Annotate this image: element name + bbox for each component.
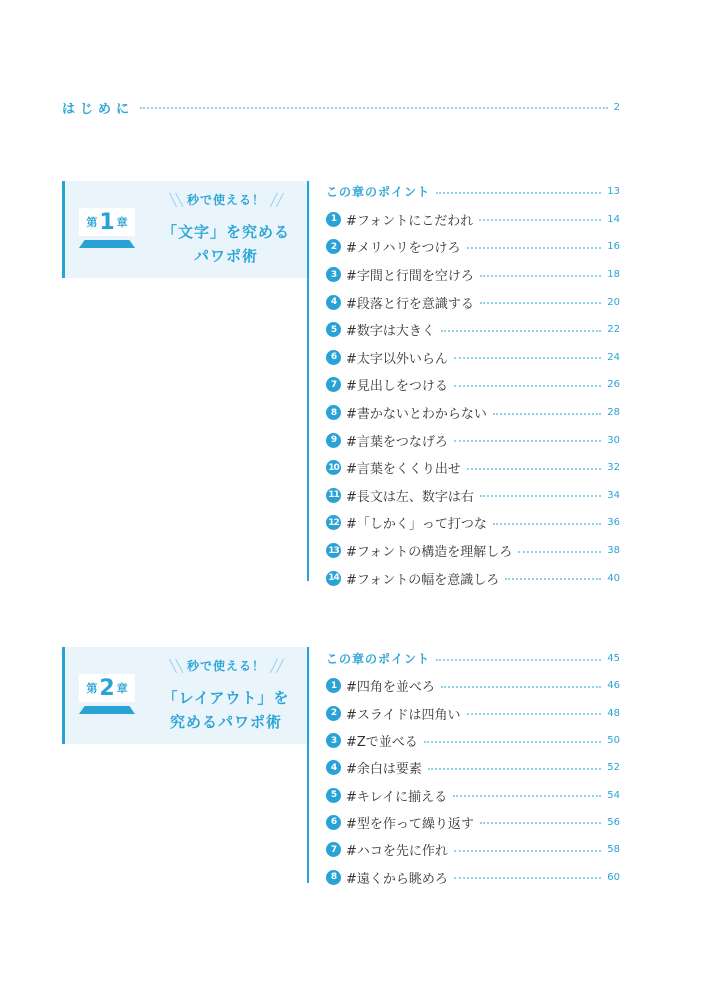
entry-title: #書かないとわからない	[346, 407, 487, 423]
chapter-2-toc	[326, 645, 620, 891]
toc-entry[interactable]	[326, 206, 620, 234]
dot-leader	[480, 302, 601, 304]
entry-title: #Zで並べる	[346, 735, 418, 751]
entry-number-badge: 1	[326, 678, 341, 693]
entry-title: #言葉をくくり出せ	[346, 462, 461, 478]
dot-leader	[441, 330, 601, 332]
page-number: 46	[607, 680, 620, 692]
chapter-2-box	[62, 647, 310, 744]
entry-title: #太字以外いらん	[346, 351, 448, 367]
entry-title: #長文は左、数字は右	[346, 489, 474, 505]
entry-number-badge: 2	[326, 239, 341, 254]
entry-number-badge: 2	[326, 706, 341, 721]
page-number: 24	[607, 351, 620, 363]
entry-number-badge: 8	[326, 870, 341, 885]
toc-entry[interactable]	[326, 564, 620, 592]
page-number: 48	[607, 707, 620, 719]
toc-entry[interactable]	[326, 344, 620, 372]
toc-entry[interactable]	[326, 288, 620, 316]
toc-entry[interactable]	[326, 700, 620, 727]
entry-number-badge: 6	[326, 350, 341, 365]
entry-title: #遠くから眺めろ	[346, 871, 448, 887]
speed-tagline	[161, 191, 291, 208]
chapter-title-line-2: パワポ術	[193, 247, 258, 265]
chapter-dai-label: 第	[86, 682, 98, 695]
speed-lines-right-icon: ╱╱	[270, 193, 283, 207]
dot-leader	[493, 523, 601, 525]
page-number: 38	[607, 545, 620, 557]
toc-entry[interactable]	[326, 754, 620, 781]
toc-entry[interactable]	[326, 672, 620, 699]
chapter-1-divider	[307, 181, 309, 581]
dot-leader	[140, 107, 608, 109]
entry-number-badge: 12	[326, 515, 341, 530]
dot-leader	[453, 795, 601, 797]
page-number: 50	[607, 735, 620, 747]
dot-leader	[467, 247, 602, 249]
entry-number-badge: 4	[326, 295, 341, 310]
toc-entry[interactable]	[326, 399, 620, 427]
toc-entry[interactable]	[326, 261, 620, 289]
entry-title: #スライドは四角い	[346, 707, 461, 723]
page-number: 36	[607, 517, 620, 529]
entry-number-badge: 1	[326, 212, 341, 227]
points-label: この章のポイント	[326, 652, 431, 667]
dot-leader	[480, 275, 601, 277]
chapter-points-entry[interactable]	[326, 178, 620, 206]
chapter-sho-label: 章	[116, 682, 128, 695]
dot-leader	[454, 357, 601, 359]
entry-title: #型を作って繰り返す	[346, 816, 474, 832]
entry-title: #四角を並べろ	[346, 680, 435, 696]
chapter-1-toc	[326, 178, 620, 592]
dot-leader	[436, 192, 601, 194]
entry-number-badge: 8	[326, 405, 341, 420]
entry-title: #見出しをつける	[346, 379, 448, 395]
dot-leader	[479, 219, 601, 221]
entry-title: #メリハリをつけろ	[346, 241, 461, 257]
speed-text: 秒で使える！	[186, 193, 265, 207]
page-number: 32	[607, 462, 620, 474]
page-number: 56	[607, 816, 620, 828]
entry-number-badge: 14	[326, 571, 341, 586]
page-number: 18	[607, 269, 620, 281]
dot-leader	[467, 713, 602, 715]
page-number: 14	[607, 213, 620, 225]
entry-number-badge: 13	[326, 543, 341, 558]
toc-entry[interactable]	[326, 809, 620, 836]
toc-entry[interactable]	[326, 233, 620, 261]
entry-number-badge: 11	[326, 488, 341, 503]
speed-lines-left-icon: ╲╲	[169, 659, 182, 673]
page-number: 30	[607, 434, 620, 446]
page-number: 58	[607, 844, 620, 856]
page-number: 20	[607, 296, 620, 308]
entry-number-badge: 3	[326, 733, 341, 748]
entry-number-badge: 7	[326, 377, 341, 392]
intro-page-number: 2	[613, 101, 620, 113]
toc-entry[interactable]	[326, 371, 620, 399]
entry-number-badge: 3	[326, 267, 341, 282]
entry-title: #キレイに揃える	[346, 789, 448, 805]
toc-entry[interactable]	[326, 426, 620, 454]
chapter-title-line-1: 「文字」を究める	[161, 223, 290, 241]
entry-title: #フォントの構造を理解しろ	[346, 545, 513, 561]
badge-base-shape	[79, 706, 135, 714]
page-number: 34	[607, 489, 620, 501]
page-number: 54	[607, 789, 620, 801]
toc-entry[interactable]	[326, 836, 620, 863]
chapter-title-line-2: 究めるパワポ術	[169, 713, 282, 731]
chapter-number: 2	[99, 675, 115, 701]
entry-title: #「しかく」って打つな	[346, 517, 487, 533]
dot-leader	[454, 850, 601, 852]
toc-entry[interactable]	[326, 781, 620, 808]
entry-title: #余白は要素	[346, 762, 422, 778]
chapter-number: 1	[99, 209, 115, 235]
page-number: 16	[607, 241, 620, 253]
entry-title: #段落と行を意識する	[346, 296, 474, 312]
entry-number-badge: 10	[326, 460, 341, 475]
dot-leader	[518, 551, 601, 553]
dot-leader	[454, 385, 601, 387]
entry-title: #言葉をつなげろ	[346, 434, 448, 450]
intro-entry[interactable]	[62, 96, 620, 118]
page-number: 45	[607, 653, 620, 665]
page-number: 52	[607, 762, 620, 774]
entry-title: #字間と行間を空けろ	[346, 269, 474, 285]
dot-leader	[436, 659, 601, 661]
page-number: 40	[607, 572, 620, 584]
toc-entry[interactable]	[326, 863, 620, 890]
page-number: 26	[607, 379, 620, 391]
entry-title: #フォントの幅を意識しろ	[346, 572, 500, 588]
dot-leader	[467, 468, 601, 470]
dot-leader	[480, 822, 601, 824]
chapter-badge	[79, 674, 135, 718]
entry-number-badge: 4	[326, 760, 341, 775]
entry-title: #数字は大きく	[346, 324, 435, 340]
dot-leader	[428, 768, 601, 770]
points-label: この章のポイント	[326, 185, 431, 200]
speed-text: 秒で使える！	[186, 659, 265, 673]
toc-entry[interactable]	[326, 454, 620, 482]
chapter-1-box	[62, 181, 310, 278]
toc-entry[interactable]	[326, 509, 620, 537]
page-number: 13	[607, 186, 620, 198]
chapter-title-line-1: 「レイアウト」を	[162, 689, 290, 707]
dot-leader	[454, 877, 601, 879]
page-number: 22	[607, 324, 620, 336]
toc-entry[interactable]	[326, 537, 620, 565]
dot-leader	[454, 440, 601, 442]
entry-number-badge: 5	[326, 322, 341, 337]
dot-leader	[493, 413, 601, 415]
entry-title: #フォントにこだわれ	[346, 213, 474, 229]
page-number: 28	[607, 407, 620, 419]
entry-number-badge: 7	[326, 842, 341, 857]
dot-leader	[505, 578, 601, 580]
entry-number-badge: 6	[326, 815, 341, 830]
dot-leader	[441, 686, 601, 688]
chapter-dai-label: 第	[86, 216, 98, 229]
speed-lines-left-icon: ╲╲	[169, 193, 182, 207]
entry-number-badge: 9	[326, 433, 341, 448]
badge-base-shape	[79, 240, 135, 248]
chapter-sho-label: 章	[116, 216, 128, 229]
chapter-badge	[79, 208, 135, 252]
chapter-2-divider	[307, 647, 309, 883]
chapter-points-entry[interactable]	[326, 645, 620, 672]
entry-title: #ハコを先に作れ	[346, 844, 448, 860]
speed-lines-right-icon: ╱╱	[270, 659, 283, 673]
intro-label: はじめに	[62, 101, 135, 117]
dot-leader	[480, 495, 601, 497]
toc-entry[interactable]	[326, 727, 620, 754]
page-number: 60	[607, 871, 620, 883]
dot-leader	[424, 741, 601, 743]
toc-entry[interactable]	[326, 316, 620, 344]
toc-entry[interactable]	[326, 482, 620, 510]
entry-number-badge: 5	[326, 788, 341, 803]
speed-tagline	[161, 657, 291, 674]
